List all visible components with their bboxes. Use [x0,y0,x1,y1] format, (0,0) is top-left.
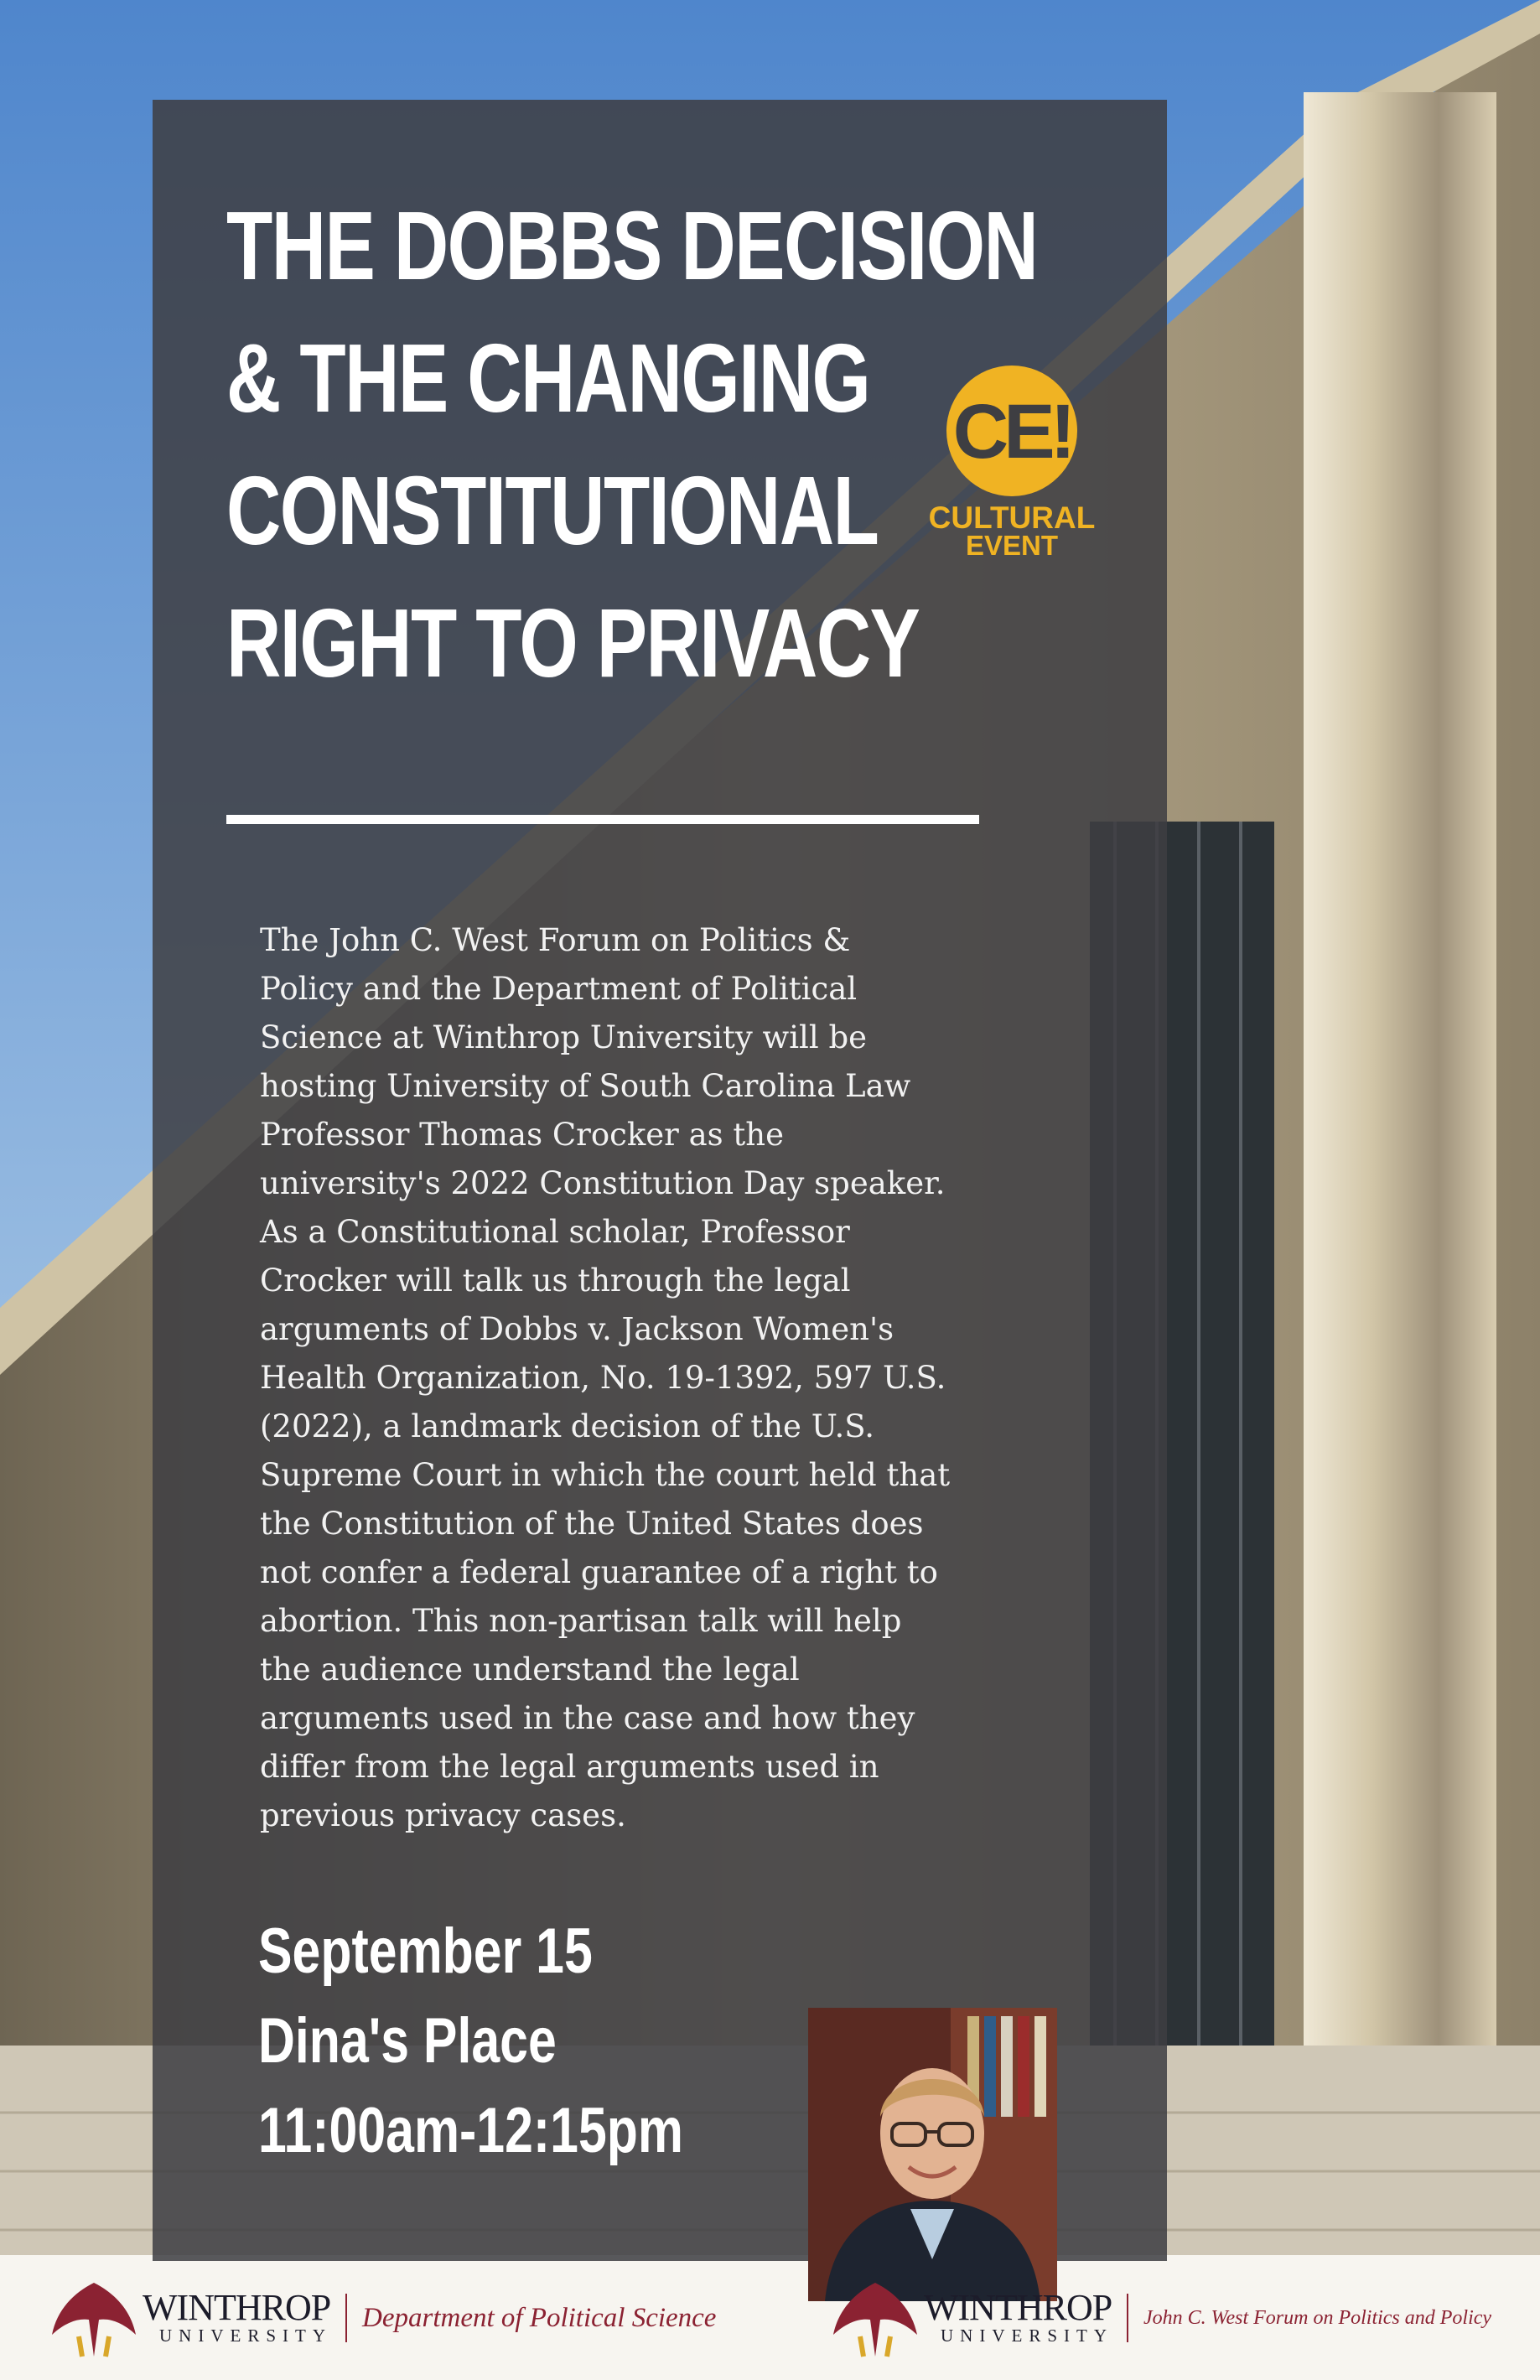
title-line-4: RIGHT TO PRIVACY [226,589,920,697]
content-panel [153,100,1167,2261]
forum-name: John C. West Forum on Politics and Policy [1143,2306,1492,2329]
logo-divider [345,2294,347,2342]
eagle-emblem-icon [830,2276,920,2360]
speaker-photo [808,2008,1057,2301]
winthrop-wordmark: WINTHROP [143,2287,331,2328]
badge-line-2: EVENT [965,530,1059,557]
event-date: September 15 [258,1916,593,1987]
badge-line-1: CULTURAL [928,500,1096,535]
winthrop-wordmark: WINTHROP [924,2287,1112,2328]
event-description: The John C. West Forum on Politics & Policy and the Department of Political Science at Winthrop University will be hosting University of South Carolina Law Professor Thomas Crocker as the university's 2022 Constitution Day speaker. As a Constitutional scholar, Professor Crocker will talk us through the legal arguments of Dobbs v. Jackson Women's Health Organization, No. 19-1392, 597 U.S. (2022), a landmark decision of the U.S. Supreme Court in which the court held that the Constitution of the United States does not confer a federal guarantee of a right to abortion. This non-partisan talk will help the audience understand the legal arguments used in the case and how they differ from the legal arguments used in previous privacy cases. [260,922,951,1833]
title-line-1: THE DOBBS DECISION [226,191,1038,300]
logo-divider [1127,2294,1128,2342]
university-wordmark: UNIVERSITY [159,2326,332,2346]
event-time: 11:00am-12:15pm [258,2095,683,2166]
eagle-emblem-icon [49,2276,139,2360]
title-divider [226,815,979,824]
event-details [258,1906,728,2175]
winthrop-logo-political-science [49,2272,716,2364]
winthrop-logo-west-forum [830,2272,1491,2364]
title-line-3: CONSTITUTIONAL [226,456,879,565]
event-location: Dina's Place [258,2005,557,2077]
cultural-event-badge [924,364,1100,557]
title-line-2: & THE CHANGING [226,324,870,433]
university-wordmark: UNIVERSITY [941,2326,1113,2346]
badge-mark: CE! [952,389,1071,474]
department-name: Department of Political Science [362,2302,717,2333]
